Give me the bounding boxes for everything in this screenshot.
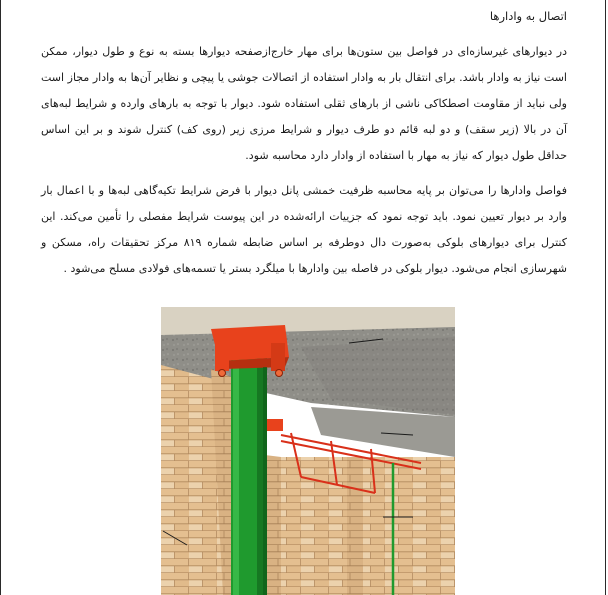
connection-detail-drawing <box>161 307 455 595</box>
section-heading: اتصال به وادارها <box>489 9 567 23</box>
wall-connection-illustration <box>161 307 455 595</box>
paragraph-2: فواصل وادارها را می‌توان بر پایه محاسبه ظرفیت خمشی پانل دیوار با فرض شرایط تکیه‌گاهی لبه‌ها و با اعمال بار وارد بر دیوار تعیین نمود. باید توجه نمود که جزییات ارائه‌شده در این پیوست شرایط مفصلی را تأمین می‌کند. این کنترل برای دیوارهای بلوکی به‌صورت دال دوطرفه بر اساس ضابطه شماره ۸۱۹ مرکز تحقیقات راه، مسکن و شهرسازی انجام می‌شود. دیوار بلوکی در فاصله بین وادارها با میلگرد بستر یا تسمه‌های فولادی مسلح می‌شود . <box>41 184 567 275</box>
paragraph-1: در دیوارهای غیرسازه‌ای در فواصل بین ستون‌ها برای مهار خارج‌ازصفحه دیوارها بسته به نوع و طول دیوار، ممکن است نیاز به وادار باشد. برای انتقال بار به وادار استفاده از اتصالات جوشی یا پیچی و نظایر آن‌ها به وادار مجاز است ولی نباید از مقاومت اصطکاکی ناشی از بارهای ثقلی استفاده شود. دیوار با توجه به بارهای وارده و شرایط لبه‌های آن در بالا (زیر سقف) و دو لبه قائم دو طرف دیوار و شرایط مرزی زیر (روی کف) کنترل شوند و بر این اساس حداقل طول دیوار که نیاز به مهار با استفاده از وادار دارد محاسبه شود. <box>41 45 567 162</box>
